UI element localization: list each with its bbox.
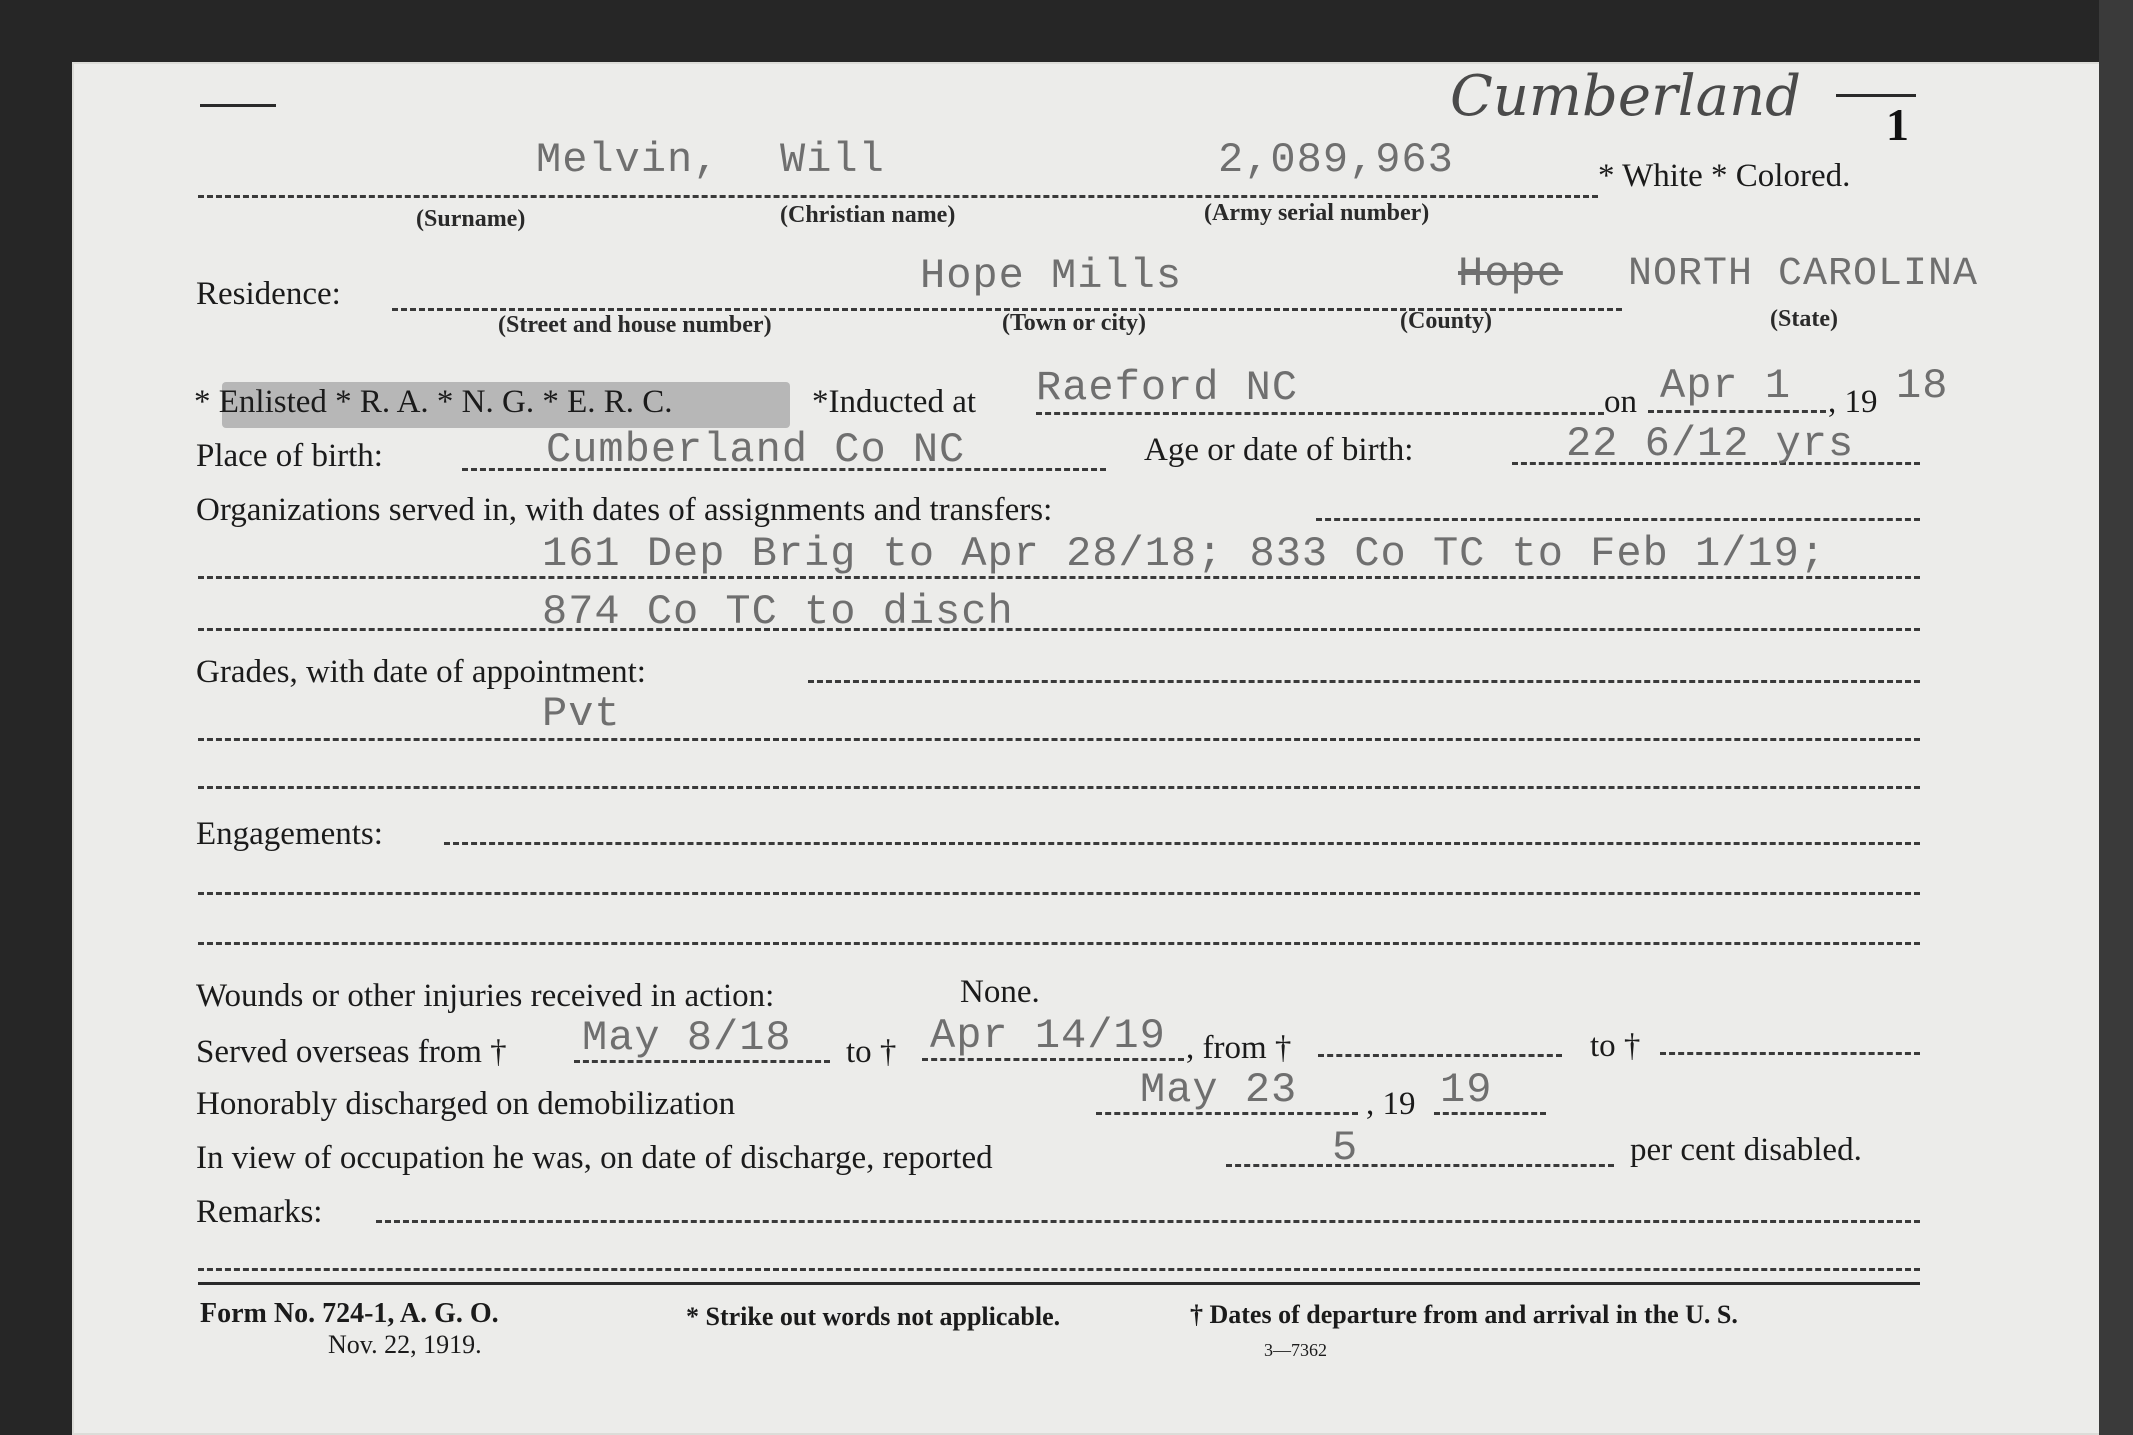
birth-place-label: Place of birth:: [196, 438, 383, 474]
age-label: Age or date of birth:: [1144, 432, 1414, 468]
county-handwritten: Cumberland: [1450, 64, 1801, 129]
disability-label: In view of occupation he was, on date of discharge, reported: [196, 1140, 993, 1176]
street-caption: (Street and house number): [498, 312, 772, 338]
footer-rule: [198, 1282, 1920, 1285]
overseas-from-label: Served overseas from †: [196, 1034, 507, 1070]
wounds-value: None.: [960, 974, 1040, 1010]
organizations-line1: 161 Dep Brig to Apr 28/18; 833 Co TC to Feb 1/19;: [542, 530, 1827, 578]
card-number: 1: [1886, 99, 1909, 150]
organizations-line-1: [198, 576, 1920, 579]
town-caption: (Town or city): [1002, 310, 1146, 336]
discharge-year-line: [1434, 1112, 1546, 1115]
organizations-line-0: [1316, 518, 1920, 521]
induction-date: Apr 1: [1660, 362, 1792, 410]
grades-line-1: [198, 738, 1920, 741]
surname-caption: (Surname): [416, 206, 526, 232]
discharge-label: Honorably discharged on demobilization: [196, 1086, 736, 1122]
residence-county-struck: Hope: [1458, 250, 1563, 298]
overseas-to2-line: [1660, 1052, 1920, 1055]
residence-label: Residence:: [196, 276, 341, 312]
organizations-line2: 874 Co TC to disch: [542, 588, 1014, 636]
print-code: 3—7362: [1264, 1340, 1327, 1360]
overseas-from2-line: [1318, 1054, 1562, 1057]
dates-note: † Dates of departure from and arrival in the U. S.: [1190, 1300, 1738, 1329]
enlistment-options: * Enlisted * R. A. * N. G. * E. R. C.: [194, 384, 673, 420]
age-value: 22 6/12 yrs: [1566, 420, 1855, 468]
inducted-label: *Inducted at: [812, 384, 977, 420]
engagements-label: Engagements:: [196, 816, 383, 852]
discharge-date: May 23: [1140, 1066, 1298, 1114]
top-left-rule: [200, 104, 276, 107]
overseas-to2-label: to †: [1590, 1028, 1641, 1064]
strike-note: * Strike out words not applicable.: [686, 1302, 1061, 1331]
serial-number-value: 2,089,963: [1218, 136, 1454, 184]
top-right-rule: [1836, 94, 1916, 97]
induction-year: 18: [1896, 362, 1949, 410]
overseas-to-label: to †: [846, 1034, 897, 1070]
engagements-line-1: [198, 892, 1920, 895]
form-date: Nov. 22, 1919.: [328, 1330, 482, 1359]
overseas-from-value: May 8/18: [582, 1014, 792, 1062]
discharge-year: 19: [1440, 1066, 1493, 1114]
name-line: [198, 195, 1598, 198]
remarks-line-1: [198, 1268, 1920, 1271]
residence-town: Hope Mills: [920, 252, 1183, 300]
form-number: Form No. 724-1, A. G. O.: [200, 1298, 499, 1329]
overseas-to-line: [922, 1058, 1184, 1061]
grades-line-2: [198, 786, 1920, 789]
grades-label: Grades, with date of appointment:: [196, 654, 646, 690]
organizations-line-2: [198, 628, 1920, 631]
induction-date-line: [1648, 410, 1826, 413]
on-label: on: [1604, 384, 1637, 420]
engagements-line-2: [198, 942, 1920, 945]
induction-year-prefix: , 19: [1828, 384, 1878, 420]
remarks-line-0: [376, 1220, 1920, 1223]
state-caption: (State): [1770, 306, 1838, 332]
disability-line: [1226, 1164, 1614, 1167]
race-options: * White * Colored.: [1598, 158, 1851, 194]
birth-place-value: Cumberland Co NC: [546, 426, 966, 474]
discharge-date-line: [1096, 1112, 1358, 1115]
engagements-line-0: [444, 842, 1920, 845]
disability-value: 5: [1332, 1124, 1359, 1172]
overseas-from-line: [574, 1060, 830, 1063]
christian-caption: (Christian name): [780, 202, 956, 228]
disability-suffix: per cent disabled.: [1630, 1132, 1862, 1168]
serial-caption: (Army serial number): [1204, 200, 1430, 226]
inducted-place: Raeford NC: [1036, 364, 1299, 412]
christian-name-value: Will: [780, 136, 885, 184]
remarks-label: Remarks:: [196, 1194, 323, 1230]
residence-state: NORTH CAROLINA: [1628, 252, 1979, 297]
surname-value: Melvin,: [536, 136, 720, 184]
overseas-from2-label: , from †: [1186, 1030, 1292, 1066]
grades-value: Pvt: [542, 690, 621, 738]
right-frame-border: [2099, 0, 2133, 1435]
overseas-to-value: Apr 14/19: [930, 1012, 1166, 1060]
inducted-line: [1036, 412, 1604, 415]
wounds-label: Wounds or other injuries received in action:: [196, 978, 775, 1014]
organizations-label: Organizations served in, with dates of assignments and transfers:: [196, 492, 1053, 528]
county-caption: (County): [1400, 308, 1493, 334]
grades-line-0: [808, 680, 1920, 683]
discharge-year-prefix: , 19: [1366, 1086, 1416, 1122]
